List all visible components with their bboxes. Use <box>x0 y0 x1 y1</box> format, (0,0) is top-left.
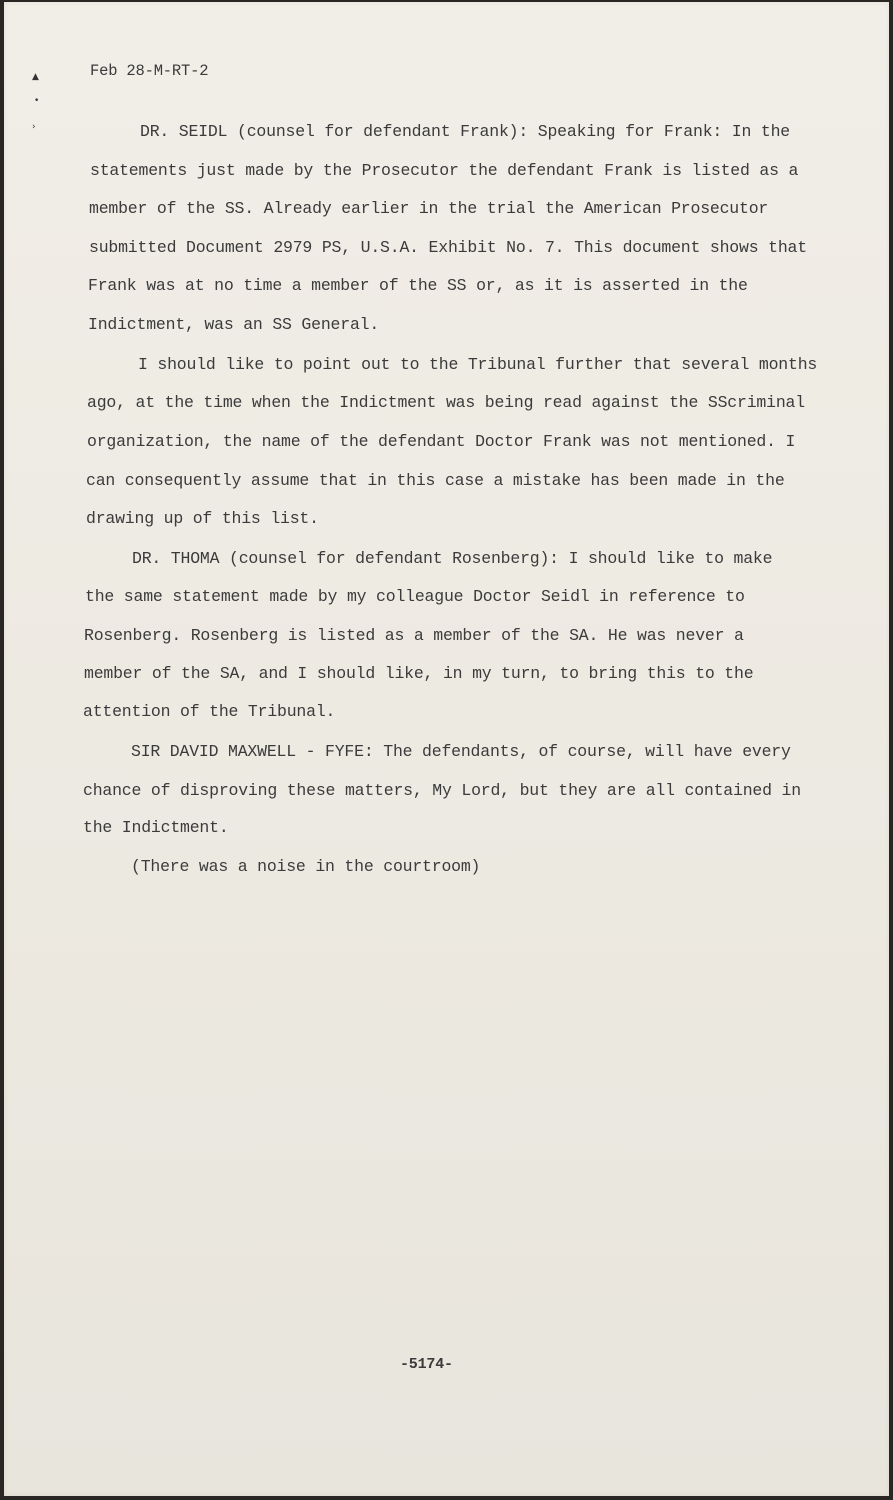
text-line: DR. THOMA (counsel for defendant Rosenberg): I should like to make <box>132 549 773 568</box>
text-line: (There was a noise in the courtroom) <box>131 857 481 876</box>
text-line: Rosenberg. Rosenberg is listed as a member of the SA. He was never a <box>84 626 744 645</box>
margin-mark: • <box>34 96 40 106</box>
text-line: organization, the name of the defendant Doctor Frank was not mentioned. I <box>87 432 796 451</box>
text-line: ago, at the time when the Indictment was being read against the SScriminal <box>87 393 805 412</box>
text-line: Frank was at no time a member of the SS or, as it is asserted in the <box>88 276 748 295</box>
document-reference: Feb 28-M-RT-2 <box>90 62 209 80</box>
text-line: SIR DAVID MAXWELL - FYFE: The defendants, of course, will have every <box>131 742 791 761</box>
text-line: drawing up of this list. <box>86 509 319 528</box>
text-line: DR. SEIDL (counsel for defendant Frank): Speaking for Frank: In the <box>140 122 791 141</box>
text-line: member of the SA, and I should like, in my turn, to bring this to the <box>84 664 754 683</box>
margin-mark: ▲ <box>32 72 39 82</box>
document-page <box>4 2 889 1496</box>
text-line: attention of the Tribunal. <box>83 702 336 721</box>
text-line: member of the SS. Already earlier in the trial the American Prosecutor <box>89 199 769 218</box>
text-line: chance of disproving these matters, My Lord, but they are all contained in <box>83 781 801 800</box>
text-line: the same statement made by my colleague Doctor Seidl in reference to <box>85 587 745 606</box>
text-line: can consequently assume that in this case a mistake has been made in the <box>86 471 785 490</box>
text-line: the Indictment. <box>83 818 229 837</box>
text-line: submitted Document 2979 PS, U.S.A. Exhibit No. 7. This document shows that <box>89 238 807 257</box>
margin-mark: › <box>32 122 36 132</box>
page-number: -5174- <box>400 1356 453 1373</box>
text-line: Indictment, was an SS General. <box>88 315 380 334</box>
text-line: I should like to point out to the Tribunal further that several months <box>138 355 818 374</box>
text-line: statements just made by the Prosecutor the defendant Frank is listed as a <box>90 161 799 180</box>
